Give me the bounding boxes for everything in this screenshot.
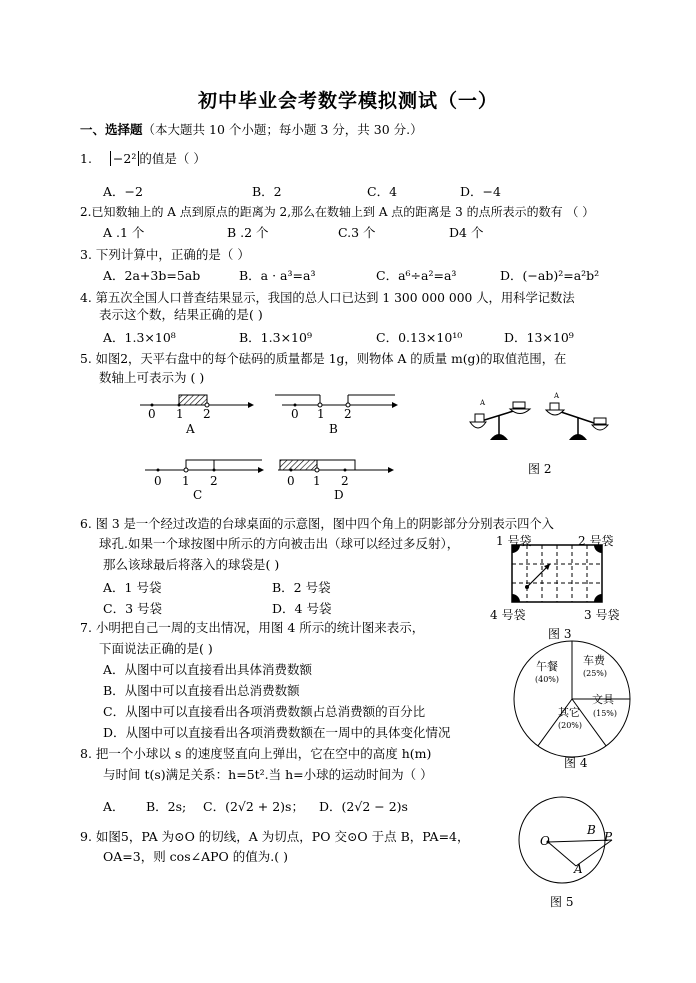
line-a-one: 1 [176,407,184,421]
q3-option-b: B．a · a³=a³ [239,268,316,283]
q7-option-c: C．从图中可以直接看出各项消费数额占总消费额的百分比 [103,704,426,719]
fig3-label: 图 3 [548,627,572,641]
line-a-zero: 0 [148,407,156,421]
q1-option-b: B．2 [252,184,282,199]
line-b-one: 1 [317,407,325,421]
q2-option-d: D4 个 [449,225,484,240]
line-d-two: 2 [341,474,349,488]
q7-option-a: A．从图中可以直接看出具体消费数额 [103,662,313,677]
q4-option-c: C．0.13×10¹⁰ [376,330,463,345]
q6-stem-line1: 6. 图 3 是一个经过改造的台球桌面的示意图，图中四个角上的阴影部分分别表示四个入 [80,517,554,531]
q6-stem-line3: 那么该球最后将落入的球袋是( ) [103,557,280,572]
bag-4-label: 4 号袋 [490,608,526,622]
q1-option-c: C．4 [367,184,398,199]
line-c-two: 2 [210,474,218,488]
fig5-point-b: B [587,823,596,837]
line-a-label: A [186,422,195,436]
q6-option-a: A．1 号袋 [103,580,162,595]
q1-option-d: D．−4 [460,184,501,199]
page-title: 初中毕业会考数学模拟测试（一） [197,90,498,112]
q8-option-d: D．(2√2 − 2)s [319,799,408,814]
pie-label-other: 其它 [558,706,580,719]
q2-option-c: C.3 个 [338,225,376,240]
fig4-label: 图 4 [564,756,588,770]
line-d-one: 1 [313,474,321,488]
line-d-label: D [334,488,344,502]
line-c-one: 1 [182,474,190,488]
q2-option-a: A .1 个 [103,225,145,240]
pie-pct-stationery: (15%) [593,709,618,718]
line-b-zero: 0 [291,407,299,421]
fig5-label: 图 5 [550,895,574,909]
pie-label-stationery: 文具 [592,693,614,706]
balance-scale-left [470,402,530,440]
q8-stem-line2: 与时间 t(s)满足关系：h=5t².当 h=小球的运动时间为（ ） [103,767,433,782]
q8-option-a: A． [103,799,125,814]
line-b-two: 2 [344,407,352,421]
section-head: 一、选择题 [80,122,143,137]
pie-pct-fare: (25%) [583,669,608,678]
q6-stem-line2: 球孔.如果一个球按图中所示的方向被击出（球可以经过多反射）， [99,536,460,551]
q6-option-c: C．3 号袋 [103,601,162,616]
q1-expr: −2² [110,151,139,166]
fig5-point-a: A [574,862,583,876]
q4-option-d: D．13×10⁹ [504,330,574,345]
pie-label-lunch: 午餐 [536,660,558,673]
q2-option-b: B .2 个 [227,225,269,240]
q6-option-d: D．4 号袋 [272,601,332,616]
billiard-table [512,545,602,602]
q9-stem-line1: 9. 如图5，PA 为⊙O 的切线，A 为切点，PO 交⊙O 于点 B，PA=4， [80,829,470,844]
fig5-point-p: P [604,830,613,844]
line-b-label: B [329,422,338,436]
q3-option-d: D．(−ab)²=a²b² [500,268,600,283]
section-desc: （本大题共 10 个小题；每小题 3 分，共 30 分.） [142,122,423,137]
q4-stem-line1: 4. 第五次全国人口普查结果显示，我国的总人口已达到 1 300 000 000 人，用科学记数法 [80,291,575,305]
circle-tangent-figure [519,797,612,883]
line-a-two: 2 [203,407,211,421]
balance-scale-right [546,403,608,440]
q4-stem-line2: 表示这个数，结果正确的是( ) [99,307,263,322]
number-line-d [278,460,394,473]
bag-3-label: 3 号袋 [584,608,620,622]
scale-left-a: A [480,399,486,407]
fig2-label: 图 2 [528,462,552,476]
q3-option-a: A．2a+3b=5ab [103,268,201,283]
fig5-point-o: O [540,834,550,848]
q7-option-b: B．从图中可以直接看出总消费数额 [103,683,300,698]
q7-stem-line1: 7. 小明把自己一周的支出情况，用图 4 所示的统计图来表示， [80,620,425,635]
line-c-label: C [193,488,203,502]
q9-stem-line2: OA=3，则 cos∠APO 的值为.( ) [103,849,288,864]
q2-stem: 2.已知数轴上的 A 点到原点的距离为 2,那么在数轴上到 A 点的距离是 3 的点所表示的数有 （ ） [80,205,595,219]
line-c-zero: 0 [154,474,162,488]
pie-label-fare: 车费 [583,654,605,667]
q1-stem-text: 的值是（ ） [139,151,206,166]
bag-2-label: 2 号袋 [578,534,614,548]
q7-stem-line2: 下面说法正确的是( ) [99,641,213,656]
q7-option-d: D．从图中可以直接看出各项消费数额在一周中的具体变化情况 [103,725,451,740]
q5-stem-line1: 5. 如图2，天平右盘中的每个砝码的质量都是 1g，则物体 A 的质量 m(g)的取值范围，在 [80,352,567,366]
line-d-zero: 0 [287,474,295,488]
q3-stem: 3. 下列计算中，正确的是（ ） [80,247,250,262]
scale-right-a: A [554,392,560,400]
q4-option-b: B．1.3×10⁹ [239,330,312,345]
number-line-c [145,460,264,473]
q3-option-c: C．a⁶÷a²=a³ [376,268,457,283]
number-line-a [140,395,254,408]
q8-option-b: B．2s; [146,799,187,814]
pie-chart [512,639,632,759]
q8-option-c: C．(2√2 + 2)s； [203,799,304,814]
bag-1-label: 1 号袋 [496,534,532,548]
q5-stem-line2: 数轴上可表示为 ( ) [99,370,205,385]
pie-pct-other: (20%) [558,721,583,730]
q1-num: 1. [80,151,92,166]
q6-option-b: B．2 号袋 [272,580,331,595]
q4-option-a: A．1.3×10⁸ [103,330,176,345]
pie-pct-lunch: (40%) [535,675,560,684]
q8-stem-line1: 8. 把一个小球以 s 的速度竖直向上弹出，它在空中的高度 h(m) [80,746,432,761]
q1-option-a: A．−2 [103,184,143,199]
